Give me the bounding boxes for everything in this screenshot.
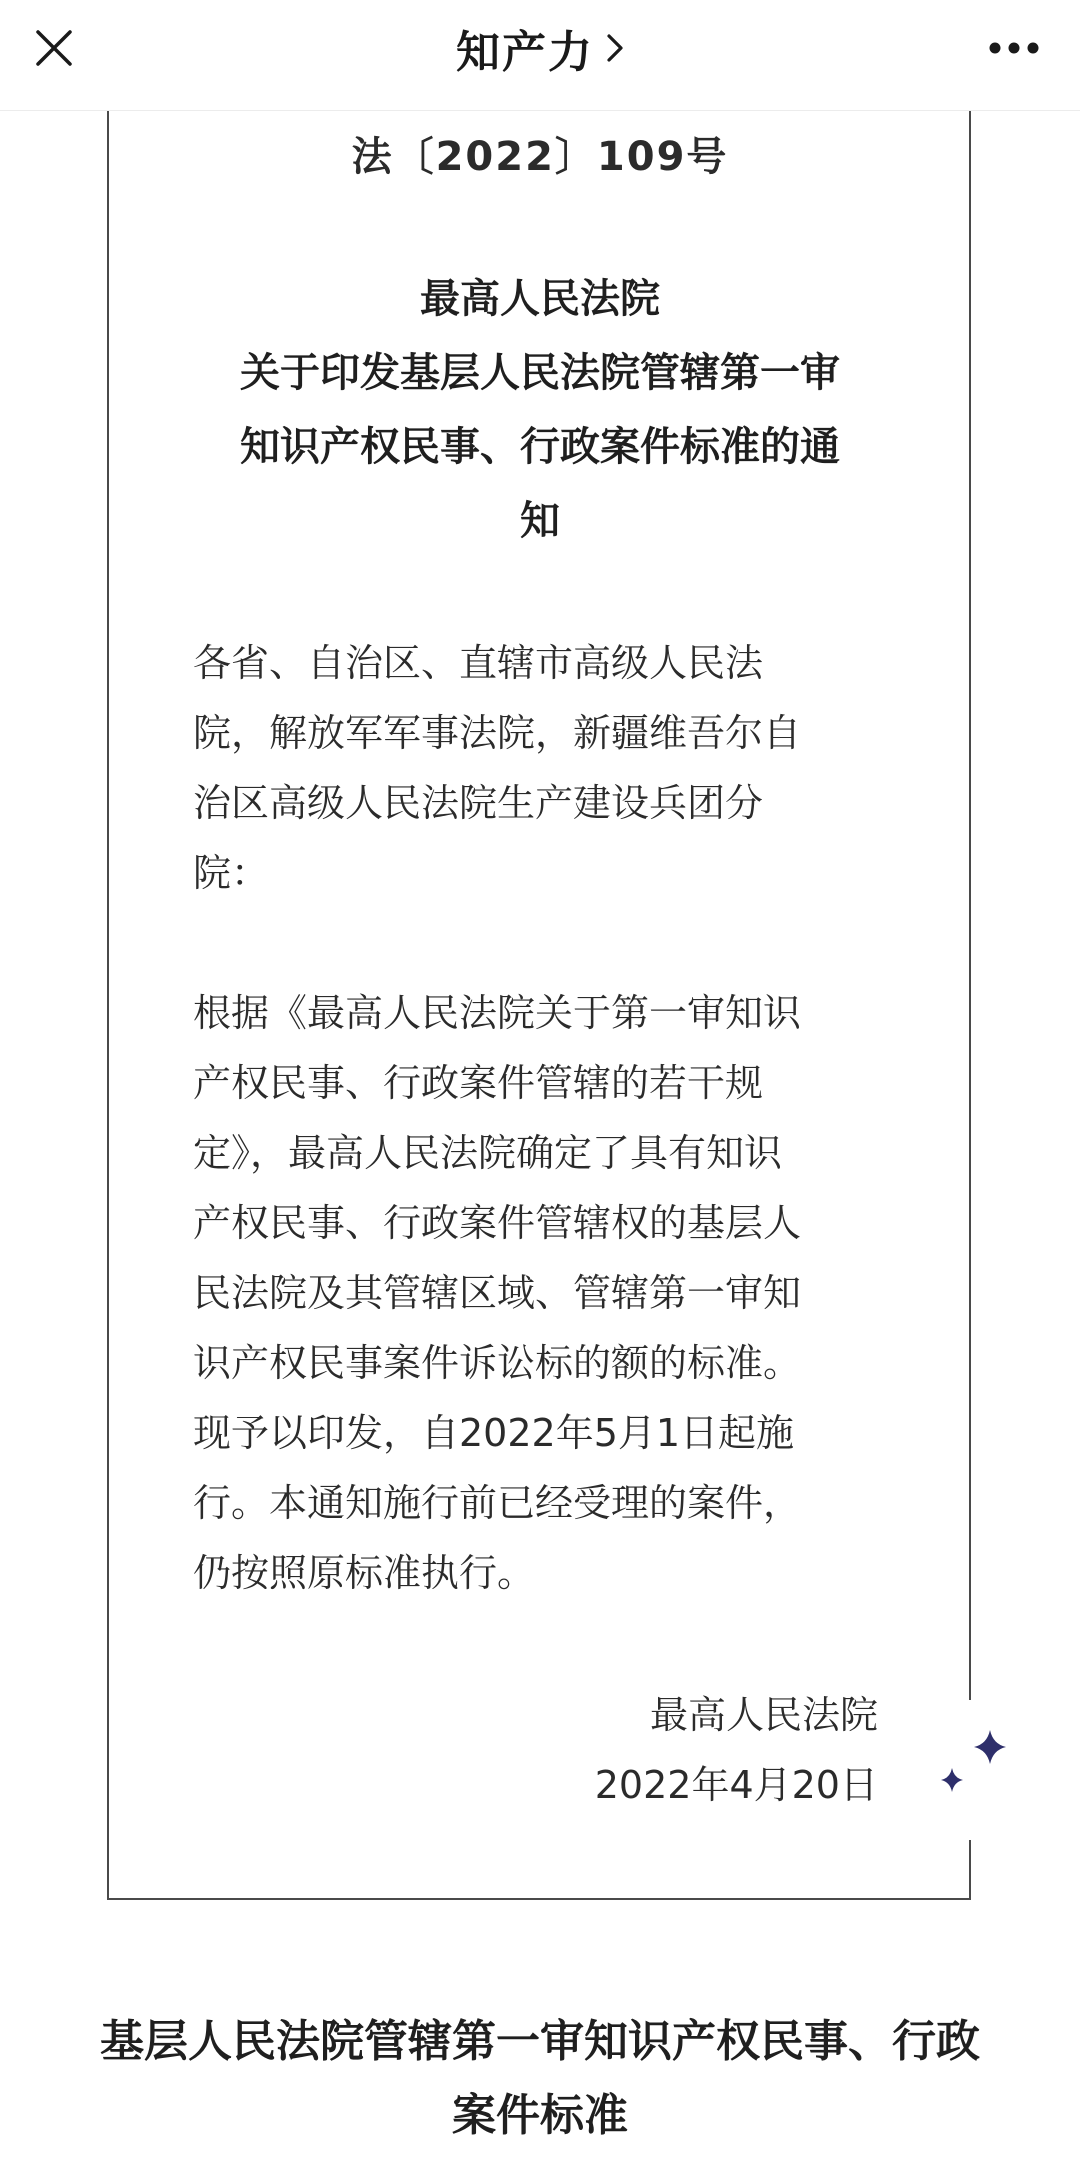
account-title-link[interactable] [456,16,624,80]
body-line: 产权民事、行政案件管辖权的基层人 [193,1201,802,1245]
addressee-line: 各省、自治区、直辖市高级人民法 [193,641,764,685]
page-title: 知产力 [456,27,594,78]
body-line: 识产权民事案件诉讼标的额的标准。 [193,1341,802,1385]
section-heading-line: 基层人民法院管辖第一审知识产权民事、行政 [100,2016,980,2067]
more-horizontal-icon [988,41,1040,55]
document-number: 法〔2022〕109号 [351,134,729,180]
signature-date: 2022年4月20日 [594,1763,878,1807]
signer-name: 最高人民法院 [649,1693,878,1737]
body-line: 根据《最高人民法院关于第一审知识 [193,991,802,1035]
close-button[interactable] [26,20,82,76]
body-line: 产权民事、行政案件管辖的若干规 [193,1061,764,1105]
notice-title-line: 知识产权民事、行政案件标准的通 [240,424,840,470]
addressee-paragraph [193,628,878,908]
sparkle-icon [920,1700,1040,1840]
notice-title-line: 知 [520,498,560,544]
addressee-line: 院： [193,851,270,895]
chevron-right-icon [606,33,624,63]
body-line: 行。本通知施行前已经受理的案件， [193,1481,802,1525]
notice-title-line: 最高人民法院 [420,276,660,322]
body-line: 民法院及其管辖区域、管辖第一审知 [193,1271,802,1315]
section-heading-line: 案件标准 [452,2090,628,2141]
notice-title [190,262,890,558]
signature-block [193,1680,878,1820]
notice-body-paragraph [193,978,878,1608]
addressee-line: 院，解放军军事法院，新疆维吾尔自 [193,711,802,755]
body-line: 仍按照原标准执行。 [193,1551,536,1595]
top-navigation-bar [0,0,1080,111]
sparkle-decoration [920,1700,1040,1840]
notice-title-line: 关于印发基层人民法院管辖第一审 [240,350,840,396]
body-line: 现予以印发，自2022年5月1日起施 [193,1411,795,1455]
section-heading [40,2005,1040,2153]
more-options-button[interactable] [984,24,1044,72]
close-icon [34,28,74,68]
addressee-line: 治区高级人民法院生产建设兵团分 [193,781,764,825]
body-line: 定》，最高人民法院确定了具有知识 [193,1131,783,1175]
